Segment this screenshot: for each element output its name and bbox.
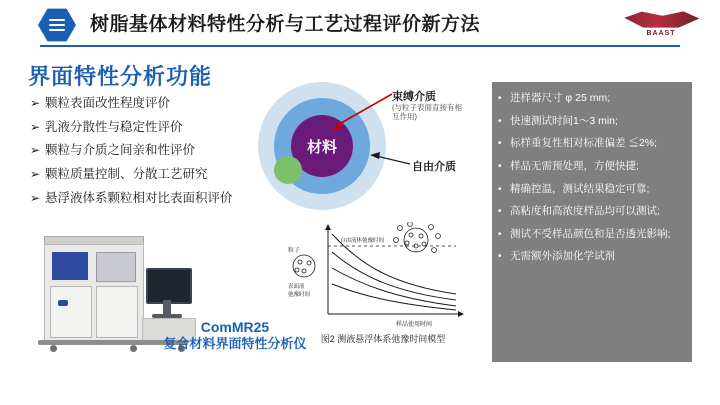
photo-caption-name: 复合材料界面特性分析仪 [163,336,307,352]
spec-item-label: 样品无需预处理，方便快捷; [510,159,639,172]
figure-caption: 图2 测液悬浮体系弛豫时间模型 [320,334,446,344]
bound-medium-sublabel: (与粒子表面直接有相互作用) [392,103,462,122]
svg-text:弛豫时间: 弛豫时间 [288,292,311,298]
svg-text:粒子: 粒子 [288,248,301,254]
spec-item-label: 无需额外添加化学试剂 [510,250,615,263]
spec-item-label: 标样重复性相对标准偏差 ≦2%; [510,137,658,150]
free-medium-arrow-icon [366,150,414,176]
spec-item [498,183,684,197]
list-item [30,143,295,159]
spec-item-label: 精确控温，测试结果稳定可靠; [510,182,650,195]
list-item-label: 颗粒质量控制、分散工艺研究 [45,166,208,181]
dot-bullet-icon: • [498,206,502,218]
spec-item [498,250,684,264]
spec-item [498,137,684,151]
dot-bullet-icon: • [498,138,502,150]
slide-header [0,0,720,50]
dot-bullet-icon: • [498,93,502,104]
spec-item [498,205,684,219]
arrow-bullet-icon: ➢ [30,143,41,158]
control-panel-blue [52,252,88,280]
cabinet-door-right [96,286,138,338]
relaxation-time-figure [288,222,473,332]
logo-mark-icon [621,11,701,28]
free-medium-marker [274,156,302,184]
dot-bullet-icon: • [498,183,502,195]
free-medium-label: 自由介质 [412,161,456,173]
specs-panel [492,82,692,362]
list-item [30,96,295,112]
dot-bullet-icon: • [498,251,502,263]
monitor-stand [163,300,171,314]
list-item-label: 颗粒表面改性程度评价 [45,96,171,110]
arrow-bullet-icon: ➢ [30,190,41,205]
list-item [30,191,295,207]
spec-item-label: 测试不受样品颜色和是否透光影响; [510,227,671,240]
bound-medium-arrow-icon [330,88,396,132]
arrow-bullet-icon: ➢ [30,166,41,181]
svg-text:表面液: 表面液 [288,284,305,290]
hamburger-icon [38,8,76,42]
list-item [30,167,295,183]
section-title: 界面特性分析功能 [28,64,213,89]
arrow-bullet-icon: ➢ [30,96,41,110]
spec-item [498,115,684,129]
brand-logo [618,6,704,42]
spec-item-label: 高粘度和高浓度样品均可以测试; [510,205,660,218]
header-divider [40,45,680,47]
caster-wheel [130,345,137,352]
spec-item [498,160,684,174]
photo-caption-model: ComMR25 [200,319,270,335]
page-title: 树脂基体材料特性分析与工艺过程评价新方法 [90,14,481,35]
specs-list [492,82,692,264]
caster-wheel [50,345,57,352]
list-item-label: 悬浮液体系颗粒相对比表面积评价 [45,190,233,205]
arrow-bullet-icon: ➢ [30,119,41,134]
logo-text: BAAST [646,30,676,37]
material-core-circle: 材料 [291,115,353,177]
spec-item-label: 进样器尺寸 φ 25 mm; [510,92,611,104]
dot-bullet-icon: • [498,160,502,172]
spec-item [498,228,684,242]
spec-item [498,92,684,106]
list-item-label: 乳液分散性与稳定性评价 [45,119,183,134]
svg-text:样品使用时间: 样品使用时间 [396,322,433,328]
bound-medium-label: 束缚介质 [392,91,436,103]
monitor-screen [146,268,192,304]
feature-list [30,96,295,214]
list-item-label: 颗粒与介质之间亲和性评价 [45,143,196,158]
dot-bullet-icon: • [498,228,502,240]
cabinet-logo-icon [58,300,68,306]
spec-item-label: 快速测试时间1～3 min; [510,114,618,127]
control-panel-gray [96,252,136,282]
list-item [30,120,295,136]
dot-bullet-icon: • [498,115,502,127]
cabinet-door-left [50,286,92,338]
svg-text:自由液体弛豫时间: 自由液体弛豫时间 [340,238,385,244]
